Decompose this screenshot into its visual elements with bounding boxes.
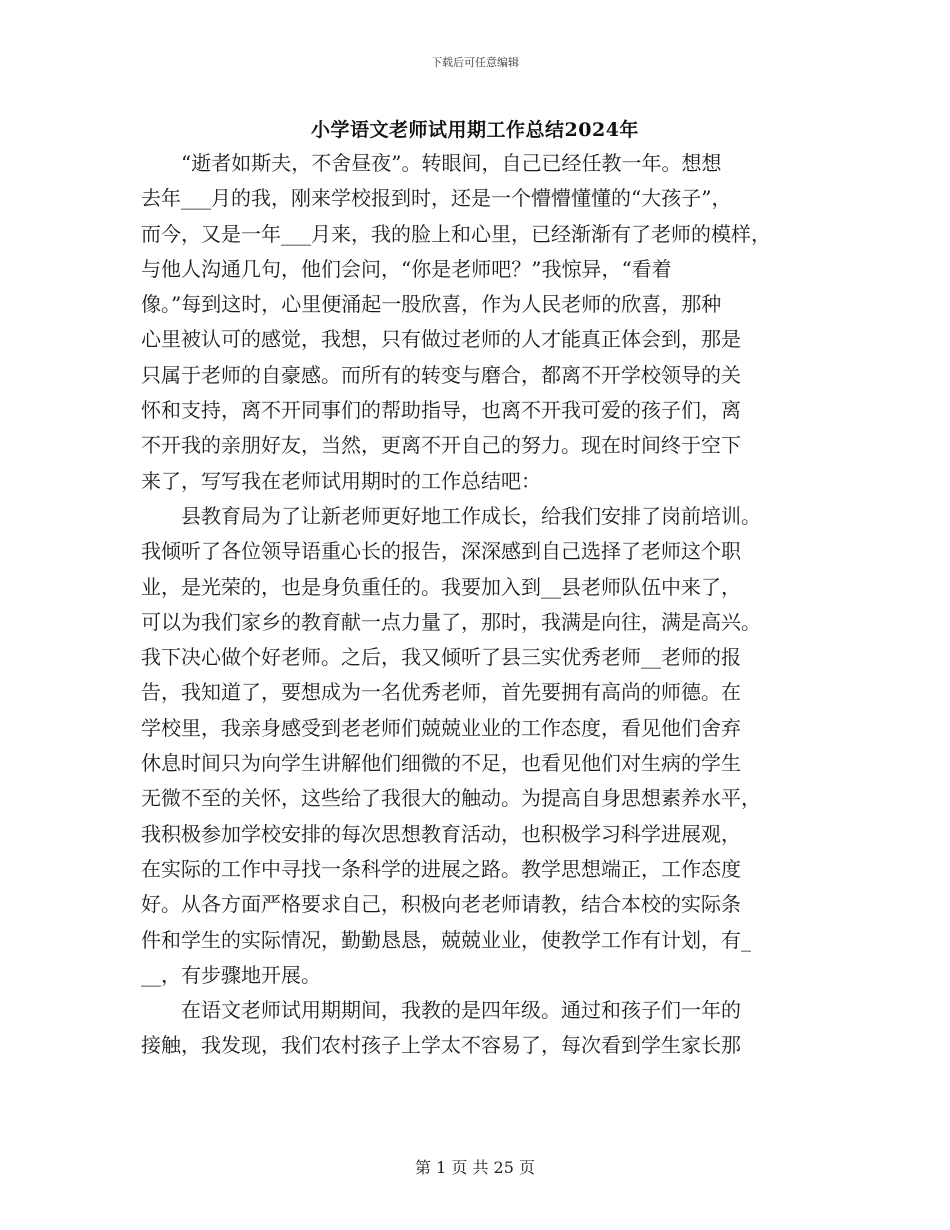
body-line: 可以为我们家乡的教育献一点力量了，那时，我满是向往，满是高兴。 <box>141 609 761 634</box>
body-line: 我积极参加学校安排的每次思想教育活动，也积极学习科学进展观， <box>141 821 741 846</box>
body-line: 与他人沟通几句，他们会问，“你是老师吧？”我惊异，“看着 <box>141 256 672 281</box>
body-line: 在实际的工作中寻找一条科学的进展之路。教学思想端正，工作态度 <box>141 856 741 881</box>
body-line: 好。从各方面严格要求自己，积极向老老师请教，结合本校的实际条 <box>141 892 741 917</box>
body-line: 无微不至的关怀，这些给了我很大的触动。为提高自身思想素养水平， <box>141 786 761 811</box>
body-line: “逝者如斯夫，不舍昼夜”。转眼间，自己已经任教一年。想想 <box>141 151 722 175</box>
body-line: 告，我知道了，要想成为一名优秀老师，首先要拥有高尚的师德。在 <box>141 680 741 705</box>
body-line: 接触，我发现，我们农村孩子上学太不容易了，每次看到学生家长那 <box>141 1033 741 1058</box>
body-line: 怀和支持，离不开同事们的帮助指导，也离不开我可爱的孩子们，离 <box>141 398 741 423</box>
page-header-note: 下载后可任意编辑 <box>431 56 519 69</box>
document-body <box>141 146 821 1064</box>
body-line: 休息时间只为向学生讲解他们细微的不足，也看见他们对生病的学生 <box>141 751 741 776</box>
body-line: 来了，写写我在老师试用期时的工作总结吧： <box>141 468 541 493</box>
body-line: 而今，又是一年___月来，我的脸上和心里，已经渐渐有了老师的模样， <box>141 221 771 246</box>
body-line: 我倾听了各位领导语重心长的报告，深深感到自己选择了老师这个职 <box>141 539 741 564</box>
document-title: 小学语文老师试用期工作总结2024年 <box>311 119 639 141</box>
body-line: 我下决心做个好老师。之后，我又倾听了县三实优秀老师__老师的报 <box>141 645 741 670</box>
page-number: 第 1 页 共 25 页 <box>415 1158 535 1177</box>
body-line: 只属于老师的自豪感。而所有的转变与磨合，都离不开学校领导的关 <box>141 362 741 387</box>
body-line: 学校里，我亲身感受到老老师们兢兢业业的工作态度，看见他们舍弃 <box>141 715 741 740</box>
body-line: 件和学生的实际情况，勤勤恳恳，兢兢业业，使教学工作有计划，有_ <box>141 927 751 952</box>
body-line: 不开我的亲朋好友，当然，更离不开自己的努力。现在时间终于空下 <box>141 433 741 458</box>
body-line: 县教育局为了让新老师更好地工作成长，给我们安排了岗前培训。 <box>141 503 761 528</box>
body-line: 心里被认可的感觉，我想，只有做过老师的人才能真正体会到，那是 <box>141 327 741 352</box>
body-line: __，有步骤地开展。 <box>141 962 321 987</box>
body-line: 在语文老师试用期期间，我教的是四年级。通过和孩子们一年的 <box>141 998 741 1023</box>
body-line: 去年___月的我，刚来学校报到时，还是一个懵懵懂懂的“大孩子”， <box>141 186 732 211</box>
body-line: 业，是光荣的，也是身负重任的。我要加入到__县老师队伍中来了， <box>141 574 741 599</box>
body-line: 像。”每到这时，心里便涌起一股欣喜，作为人民老师的欣喜，那种 <box>141 292 722 317</box>
